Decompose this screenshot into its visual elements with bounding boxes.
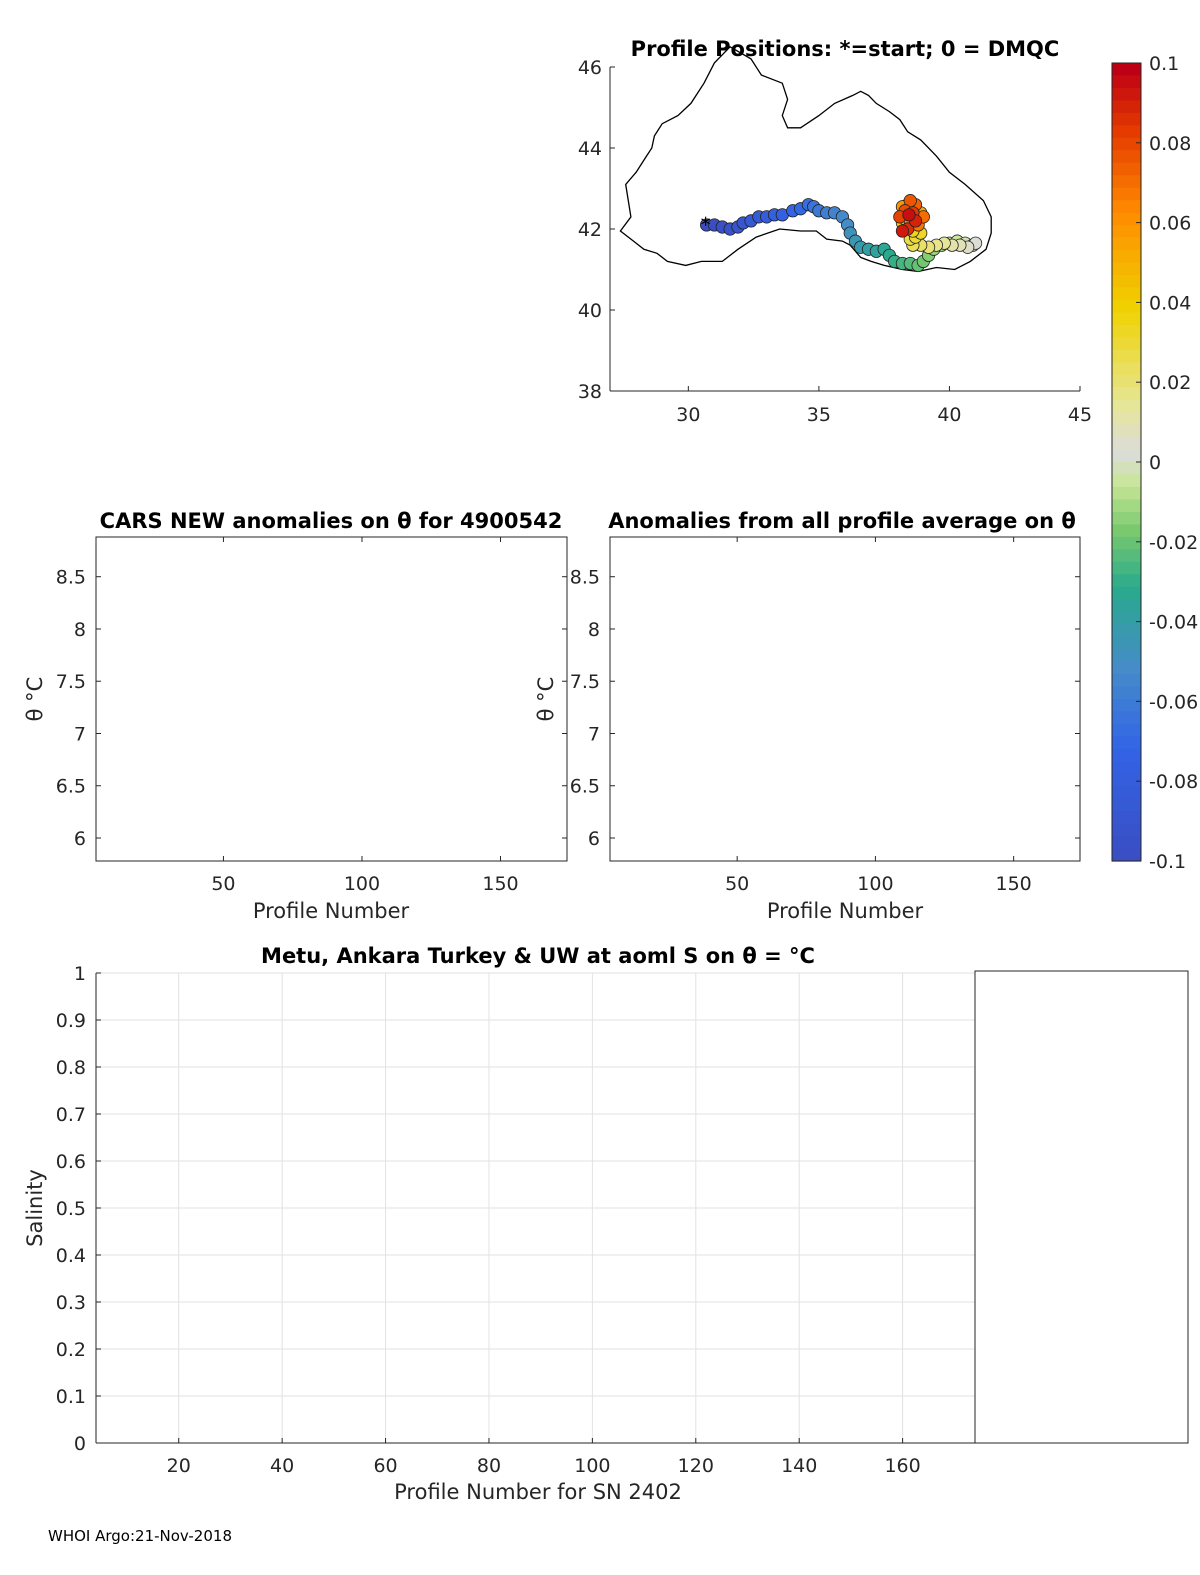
- colorbar-segment: [1112, 325, 1141, 338]
- y-tick-label: 0: [73, 1433, 86, 1455]
- cars-plot-area: [96, 537, 567, 861]
- colorbar-segment: [1112, 200, 1141, 213]
- x-tick-label: 100: [574, 1455, 611, 1477]
- legend-box: [975, 971, 1188, 1443]
- x-tick-label: 40: [270, 1455, 295, 1477]
- colorbar-segment: [1112, 686, 1141, 699]
- colorbar-segment: [1112, 412, 1141, 425]
- map-y-tick-label: 40: [577, 300, 602, 322]
- salinity-title: Metu, Ankara Turkey & UW at aoml S on θ = °C: [261, 944, 815, 968]
- colorbar-segment: [1112, 499, 1141, 512]
- y-tick-label: 0.6: [55, 1151, 86, 1173]
- salinity-y-label: Salinity: [23, 1169, 47, 1247]
- x-tick-label: 160: [884, 1455, 921, 1477]
- colorbar-tick-label: 0.06: [1149, 212, 1192, 235]
- x-tick-label: 150: [995, 873, 1032, 895]
- colorbar-segment: [1112, 462, 1141, 475]
- colorbar-segment: [1112, 275, 1141, 288]
- colorbar-tick-label: 0.08: [1149, 132, 1192, 155]
- anom-y-label: θ °C: [534, 676, 558, 722]
- map-panel: [578, 37, 1092, 426]
- y-tick-label: 0.8: [55, 1057, 86, 1079]
- colorbar-segment: [1112, 562, 1141, 575]
- colorbar-segment: [1112, 624, 1141, 637]
- salinity-x-label: Profile Number for SN 2402: [394, 1480, 682, 1504]
- map-y-tick-label: 42: [577, 219, 602, 241]
- colorbar-segment: [1112, 188, 1141, 201]
- colorbar-segment: [1112, 312, 1141, 325]
- colorbar-segment: [1112, 125, 1141, 138]
- colorbar-segment: [1112, 287, 1141, 300]
- y-tick-label: 0.3: [55, 1292, 86, 1314]
- map-x-tick-label: 30: [676, 404, 701, 426]
- colorbar-segment: [1112, 400, 1141, 413]
- colorbar-segment: [1112, 175, 1141, 188]
- colorbar-segment: [1112, 250, 1141, 263]
- footer-credit: WHOI Argo:21-Nov-2018: [48, 1527, 232, 1545]
- colorbar-segment: [1112, 474, 1141, 487]
- map-x-tick-label: 45: [1067, 404, 1093, 426]
- profile-position-point: [903, 209, 915, 221]
- colorbar: [1112, 53, 1198, 873]
- colorbar-segment: [1112, 599, 1141, 612]
- y-tick-label: 0.5: [55, 1198, 86, 1220]
- colorbar-segment: [1112, 674, 1141, 687]
- colorbar-segment: [1112, 300, 1141, 313]
- x-tick-label: 100: [343, 873, 381, 895]
- colorbar-segment: [1112, 824, 1141, 837]
- colorbar-tick-label: -0.02: [1149, 531, 1199, 554]
- colorbar-tick-label: -0.04: [1149, 611, 1199, 634]
- colorbar-segment: [1112, 774, 1141, 787]
- colorbar-segment: [1112, 662, 1141, 675]
- colorbar-segment: [1112, 375, 1141, 388]
- colorbar-segment: [1112, 724, 1141, 737]
- y-tick-label: 7.5: [569, 671, 600, 694]
- x-tick-label: 100: [857, 873, 894, 895]
- colorbar-segment: [1112, 749, 1141, 762]
- y-tick-label: 8.5: [55, 566, 86, 589]
- colorbar-segment: [1112, 88, 1141, 101]
- colorbar-segment: [1112, 637, 1141, 650]
- y-tick-label: 6.5: [55, 775, 86, 798]
- colorbar-segment: [1112, 487, 1141, 500]
- colorbar-segment: [1112, 238, 1141, 251]
- y-tick-label: 7: [587, 723, 600, 746]
- y-tick-label: 6.5: [569, 775, 600, 798]
- colorbar-segment: [1112, 786, 1141, 799]
- colorbar-segment: [1112, 150, 1141, 163]
- colorbar-segment: [1112, 811, 1141, 824]
- colorbar-segment: [1112, 736, 1141, 749]
- colorbar-segment: [1112, 799, 1141, 812]
- colorbar-segment: [1112, 549, 1141, 562]
- y-tick-label: 6: [73, 828, 86, 851]
- y-tick-label: 0.9: [55, 1010, 86, 1032]
- colorbar-segment: [1112, 836, 1141, 849]
- map-x-tick-label: 35: [806, 404, 831, 426]
- anom-plot-area: [610, 537, 1080, 861]
- map-y-ticks: [578, 57, 615, 403]
- colorbar-segment: [1112, 849, 1141, 862]
- colorbar-segment: [1112, 512, 1141, 525]
- colorbar-tick-label: 0.1: [1149, 53, 1180, 75]
- colorbar-segment: [1112, 450, 1141, 463]
- colorbar-segment: [1112, 225, 1141, 238]
- profile-position-point: [896, 225, 908, 237]
- y-tick-label: 0.7: [55, 1104, 86, 1126]
- colorbar-segment: [1112, 387, 1141, 400]
- colorbar-segment: [1112, 425, 1141, 438]
- colorbar-tick-label: -0.06: [1149, 691, 1199, 714]
- colorbar-segment: [1112, 649, 1141, 662]
- start-marker: *: [700, 212, 711, 237]
- colorbar-segment: [1112, 138, 1141, 151]
- colorbar-tick-label: -0.1: [1149, 851, 1187, 873]
- colorbar-tick-label: -0.08: [1149, 771, 1199, 794]
- x-tick-label: 120: [677, 1455, 714, 1477]
- colorbar-segment: [1112, 350, 1141, 363]
- x-tick-label: 50: [211, 873, 236, 895]
- y-tick-label: 7.5: [55, 671, 86, 694]
- x-tick-label: 140: [781, 1455, 818, 1477]
- colorbar-segment: [1112, 612, 1141, 625]
- colorbar-segment: [1112, 63, 1141, 76]
- y-tick-label: 0.1: [55, 1386, 86, 1408]
- colorbar-segment: [1112, 337, 1141, 350]
- colorbar-segment: [1112, 761, 1141, 774]
- cars-y-label: θ °C: [23, 676, 47, 722]
- y-tick-label: 6: [587, 828, 600, 851]
- colorbar-segment: [1112, 75, 1141, 88]
- colorbar-segment: [1112, 524, 1141, 537]
- colorbar-segment: [1112, 587, 1141, 600]
- colorbar-ticks: [1136, 53, 1198, 873]
- cars-x-label: Profile Number: [252, 899, 410, 923]
- y-tick-label: 8: [73, 618, 86, 641]
- colorbar-tick-label: 0.04: [1149, 292, 1192, 315]
- colorbar-segment: [1112, 100, 1141, 113]
- y-tick-label: 1: [73, 963, 86, 985]
- map-y-tick-label: 46: [577, 57, 602, 79]
- colorbar-segment: [1112, 537, 1141, 550]
- cars-panel: [23, 509, 567, 923]
- y-tick-label: 8.5: [569, 566, 600, 589]
- colorbar-segment: [1112, 699, 1141, 712]
- x-tick-label: 150: [482, 873, 519, 895]
- y-tick-label: 8: [587, 618, 600, 641]
- x-tick-label: 60: [373, 1455, 398, 1477]
- colorbar-segment: [1112, 711, 1141, 724]
- colorbar-segment: [1112, 213, 1141, 226]
- colorbar-segment: [1112, 113, 1141, 126]
- anom-panel: [534, 509, 1080, 923]
- colorbar-segment: [1112, 163, 1141, 176]
- y-tick-label: 0.4: [55, 1245, 86, 1267]
- colorbar-tick-label: 0: [1149, 452, 1162, 474]
- colorbar-segment: [1112, 437, 1141, 450]
- anom-x-label: Profile Number: [766, 899, 924, 923]
- x-tick-label: 20: [166, 1455, 191, 1477]
- map-x-tick-label: 40: [937, 404, 962, 426]
- y-tick-label: 0.2: [55, 1339, 86, 1361]
- colorbar-segment: [1112, 362, 1141, 375]
- x-tick-label: 80: [476, 1455, 502, 1477]
- anom-title: Anomalies from all profile average on θ: [608, 509, 1076, 533]
- y-tick-label: 7: [73, 723, 86, 746]
- map-y-tick-label: 38: [577, 381, 602, 403]
- colorbar-segment: [1112, 263, 1141, 276]
- colorbar-segment: [1112, 574, 1141, 587]
- cars-title: CARS NEW anomalies on θ for 4900542: [99, 509, 563, 533]
- map-y-tick-label: 44: [577, 138, 602, 160]
- map-x-ticks: [676, 386, 1092, 426]
- x-tick-label: 50: [725, 873, 750, 895]
- salinity-panel: [23, 944, 1188, 1504]
- colorbar-tick-label: 0.02: [1149, 372, 1192, 395]
- map-title: Profile Positions: *=start; 0 = DMQC: [630, 37, 1060, 61]
